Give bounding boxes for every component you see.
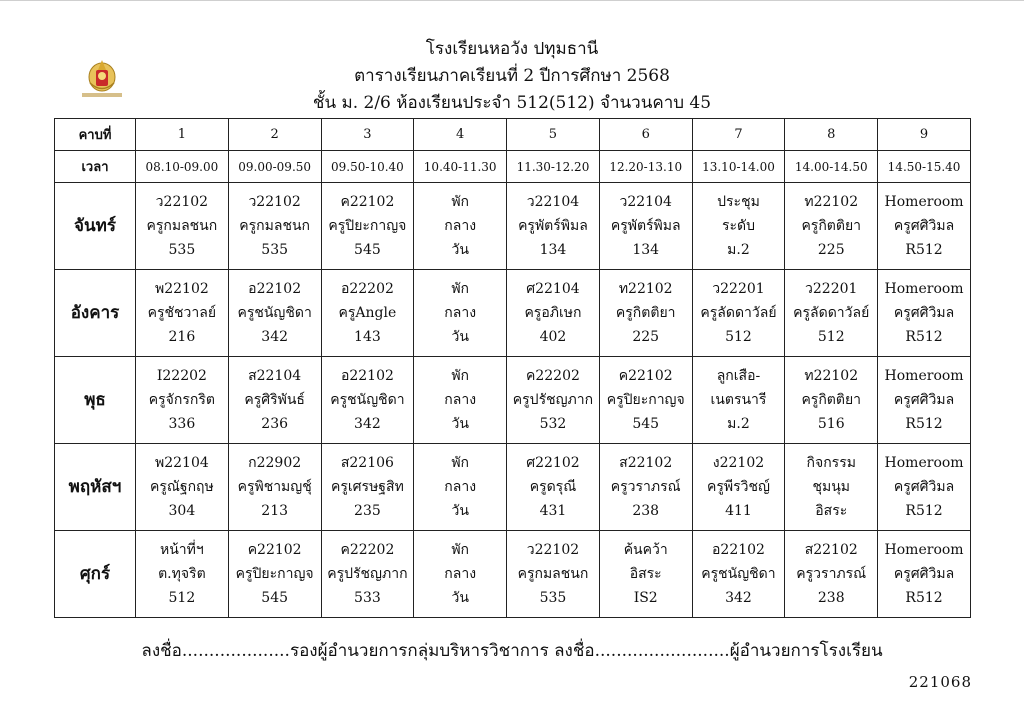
subject-code: อ22202 bbox=[340, 281, 394, 297]
teacher-name: ครูศิริพันธ์ bbox=[244, 392, 305, 408]
day-name: ศุกร์ bbox=[55, 531, 136, 618]
class-cell bbox=[878, 270, 971, 357]
subject-code: ท22102 bbox=[804, 368, 859, 384]
room-number: วัน bbox=[451, 416, 469, 432]
room-number: ม.2 bbox=[727, 416, 750, 432]
teacher-name: ครูAngle bbox=[338, 305, 397, 321]
period-time: 09.50-10.40 bbox=[321, 151, 414, 183]
class-cell bbox=[692, 357, 785, 444]
class-cell bbox=[136, 357, 229, 444]
teacher-name: ครูจักรกริต bbox=[148, 392, 215, 408]
class-cell bbox=[228, 531, 321, 618]
teacher-name: ครูกมลชนก bbox=[239, 218, 310, 234]
class-cell bbox=[414, 531, 507, 618]
subject-code: ส22102 bbox=[804, 542, 858, 558]
teacher-name: ครูศศิวิมล bbox=[893, 566, 955, 582]
period-number: 1 bbox=[136, 119, 229, 151]
subject-code: ค22102 bbox=[340, 194, 395, 210]
subject-code: ว22104 bbox=[526, 194, 580, 210]
subject-code: กิจกรรม bbox=[806, 455, 856, 471]
subject-code: พัก bbox=[451, 542, 470, 558]
timetable bbox=[54, 118, 971, 618]
period-number: 8 bbox=[785, 119, 878, 151]
day-row bbox=[55, 183, 971, 270]
period-number: 7 bbox=[692, 119, 785, 151]
class-cell bbox=[878, 357, 971, 444]
period-time: 10.40-11.30 bbox=[414, 151, 507, 183]
period-number: 4 bbox=[414, 119, 507, 151]
class-cell bbox=[321, 357, 414, 444]
teacher-name: ครูดรุณี bbox=[529, 479, 577, 495]
subject-code: ค22102 bbox=[618, 368, 673, 384]
room-number: 512 bbox=[725, 329, 752, 345]
room-number: 532 bbox=[539, 416, 567, 432]
class-cell bbox=[321, 183, 414, 270]
class-cell bbox=[599, 357, 692, 444]
class-cell bbox=[692, 270, 785, 357]
subject-code: ว22102 bbox=[155, 194, 209, 210]
room-number: 535 bbox=[261, 242, 289, 258]
period-label: คาบที่ bbox=[55, 119, 136, 151]
subject-code: พ22104 bbox=[155, 455, 209, 471]
room-number: 342 bbox=[354, 416, 381, 432]
class-cell bbox=[321, 531, 414, 618]
class-cell bbox=[228, 270, 321, 357]
room-number: 143 bbox=[354, 329, 381, 345]
teacher-name: กลาง bbox=[444, 566, 477, 582]
subject-code: Homeroom bbox=[884, 542, 964, 558]
day-name: จันทร์ bbox=[55, 183, 136, 270]
room-number: R512 bbox=[905, 242, 943, 258]
class-cell bbox=[414, 444, 507, 531]
subject-code: พัก bbox=[451, 455, 470, 471]
class-cell bbox=[414, 270, 507, 357]
room-number: วัน bbox=[451, 329, 469, 345]
teacher-name: กลาง bbox=[444, 305, 477, 321]
class-cell bbox=[321, 270, 414, 357]
class-cell bbox=[507, 531, 600, 618]
period-time: 14.50-15.40 bbox=[878, 151, 971, 183]
subject-code: ว22201 bbox=[805, 281, 858, 297]
room-number: 134 bbox=[632, 242, 660, 258]
room-number: 535 bbox=[168, 242, 196, 258]
class-cell bbox=[321, 444, 414, 531]
document-code: 221068 bbox=[908, 673, 972, 691]
teacher-name: เนตรนารี bbox=[710, 392, 767, 408]
teacher-name: ครูลัดดาวัลย์ bbox=[793, 305, 870, 321]
room-number: 342 bbox=[261, 329, 289, 345]
teacher-name: กลาง bbox=[444, 392, 477, 408]
class-cell bbox=[692, 444, 785, 531]
room-number: 535 bbox=[539, 590, 567, 606]
room-number: 225 bbox=[817, 242, 845, 258]
subject-code: ท22102 bbox=[618, 281, 673, 297]
room-number: อิสระ bbox=[815, 503, 848, 519]
class-cell bbox=[785, 444, 878, 531]
class-cell bbox=[878, 531, 971, 618]
period-time: 14.00-14.50 bbox=[785, 151, 878, 183]
day-name: อังคาร bbox=[55, 270, 136, 357]
subject-code: Homeroom bbox=[884, 455, 964, 471]
teacher-name: ครูลัดดาวัลย์ bbox=[700, 305, 777, 321]
room-number: 545 bbox=[261, 590, 289, 606]
class-cell bbox=[507, 357, 600, 444]
teacher-name: ครูกมลชนก bbox=[517, 566, 589, 582]
class-cell bbox=[785, 183, 878, 270]
class-cell bbox=[785, 270, 878, 357]
subject-code: ง22102 bbox=[712, 455, 765, 471]
teacher-name: ครูศศิวิมล bbox=[893, 218, 955, 234]
day-row bbox=[55, 270, 971, 357]
subject-code: หน้าที่ฯ bbox=[160, 542, 204, 558]
teacher-name: ครูณัฐกฤษ bbox=[149, 479, 214, 495]
room-number: 512 bbox=[168, 590, 196, 606]
room-number: ม.2 bbox=[727, 242, 750, 258]
class-cell bbox=[599, 531, 692, 618]
room-number: 512 bbox=[817, 329, 845, 345]
class-info: ชั้น ม. 2/6 ห้องเรียนประจำ 512(512) จำนวนคาบ 45 bbox=[312, 93, 712, 113]
room-number: R512 bbox=[905, 503, 943, 519]
period-number: 9 bbox=[878, 119, 971, 151]
teacher-name: ครูพิชามญชุ์ bbox=[237, 479, 312, 495]
class-cell bbox=[228, 183, 321, 270]
class-cell bbox=[599, 183, 692, 270]
teacher-name: ต.ทุจริต bbox=[158, 566, 206, 582]
class-cell bbox=[878, 183, 971, 270]
teacher-name: ครูชนัญชิดา bbox=[701, 566, 776, 582]
subject-code: ท22102 bbox=[804, 194, 859, 210]
room-number: 235 bbox=[354, 503, 381, 519]
subject-code: ว22201 bbox=[712, 281, 765, 297]
room-number: R512 bbox=[905, 416, 943, 432]
room-number: 236 bbox=[261, 416, 289, 432]
room-number: 216 bbox=[168, 329, 196, 345]
teacher-name: ครูกิตติยา bbox=[801, 392, 862, 408]
class-cell bbox=[692, 183, 785, 270]
room-number: 336 bbox=[168, 416, 196, 432]
teacher-name: อิสระ bbox=[629, 566, 662, 582]
day-row bbox=[55, 531, 971, 618]
room-number: 411 bbox=[725, 503, 752, 519]
class-cell bbox=[599, 444, 692, 531]
class-cell bbox=[228, 357, 321, 444]
teacher-name: ครูศศิวิมล bbox=[893, 392, 955, 408]
room-number: 533 bbox=[354, 590, 381, 606]
class-cell bbox=[507, 183, 600, 270]
period-number: 6 bbox=[599, 119, 692, 151]
subject-code: ค้นคว้า bbox=[623, 542, 668, 558]
room-number: 213 bbox=[261, 503, 289, 519]
day-row bbox=[55, 357, 971, 444]
room-number: R512 bbox=[905, 329, 943, 345]
teacher-name: ครูพัตร์พิมล bbox=[610, 218, 681, 234]
subject-code: ศ22102 bbox=[526, 455, 580, 471]
class-cell bbox=[507, 270, 600, 357]
teacher-name: ครูชนัญชิดา bbox=[330, 392, 405, 408]
subject-code: ส22106 bbox=[340, 455, 394, 471]
teacher-name: ครูกิตติยา bbox=[801, 218, 862, 234]
day-name: พฤหัสฯ bbox=[55, 444, 136, 531]
subject-code: ประชุม bbox=[717, 194, 760, 210]
room-number: 134 bbox=[539, 242, 567, 258]
teacher-name: ครูวราภรณ์ bbox=[610, 479, 681, 495]
school-name: โรงเรียนหอวัง ปทุมธานี bbox=[425, 39, 599, 59]
subject-code: พัก bbox=[451, 281, 470, 297]
teacher-name: ครูชัชวาลย์ bbox=[147, 305, 217, 321]
subject-code: ก22902 bbox=[248, 455, 302, 471]
room-number: 402 bbox=[539, 329, 567, 345]
room-number: 238 bbox=[632, 503, 660, 519]
subject-code: ค22202 bbox=[340, 542, 395, 558]
subject-code: อ22102 bbox=[712, 542, 765, 558]
period-time: 09.00-09.50 bbox=[228, 151, 321, 183]
room-number: 545 bbox=[354, 242, 381, 258]
subject-code: พ22102 bbox=[155, 281, 209, 297]
subject-code: ว22104 bbox=[619, 194, 672, 210]
class-cell bbox=[878, 444, 971, 531]
teacher-name: กลาง bbox=[444, 218, 477, 234]
teacher-name: ครูปรัชญภาก bbox=[327, 566, 408, 582]
signature-line: ลงชื่อ....................รองผู้อำนวยการกลุ่มบริหารวิชาการ ลงชื่อ.........................ผู้อำนวยการโรงเรียน bbox=[141, 641, 883, 661]
period-number: 3 bbox=[321, 119, 414, 151]
day-name: พุธ bbox=[55, 357, 136, 444]
day-row bbox=[55, 444, 971, 531]
teacher-name: ครูพัตร์พิมล bbox=[518, 218, 588, 234]
subject-code: Homeroom bbox=[884, 368, 964, 384]
subject-code: ว22102 bbox=[526, 542, 580, 558]
teacher-name: ครูปิยะกาญจ bbox=[235, 566, 314, 582]
class-cell bbox=[414, 357, 507, 444]
teacher-name: กลาง bbox=[444, 479, 477, 495]
subject-code: Homeroom bbox=[884, 281, 964, 297]
room-number: 304 bbox=[168, 503, 196, 519]
teacher-name: ครูกิตติยา bbox=[615, 305, 676, 321]
class-cell bbox=[136, 270, 229, 357]
teacher-name: ระดับ bbox=[721, 218, 755, 234]
period-header-row bbox=[55, 119, 971, 151]
subject-code: ส22102 bbox=[619, 455, 673, 471]
room-number: วัน bbox=[451, 242, 469, 258]
room-number: 516 bbox=[817, 416, 845, 432]
room-number: IS2 bbox=[633, 590, 658, 606]
teacher-name: ครูกมลชนก bbox=[146, 218, 218, 234]
room-number: R512 bbox=[905, 590, 943, 606]
class-cell bbox=[507, 444, 600, 531]
subject-code: ค22202 bbox=[525, 368, 580, 384]
period-number: 5 bbox=[507, 119, 600, 151]
class-cell bbox=[136, 444, 229, 531]
class-cell bbox=[414, 183, 507, 270]
teacher-name: ชุมนุม bbox=[812, 479, 850, 495]
class-cell bbox=[599, 270, 692, 357]
period-time: 08.10-09.00 bbox=[136, 151, 229, 183]
subject-code: I22202 bbox=[156, 368, 207, 384]
room-number: 225 bbox=[632, 329, 660, 345]
class-cell bbox=[692, 531, 785, 618]
subject-code: อ22102 bbox=[248, 281, 302, 297]
teacher-name: ครูพีรวิชญ์ bbox=[707, 479, 770, 495]
room-number: 431 bbox=[539, 503, 567, 519]
subject-code: ลูกเสือ- bbox=[716, 368, 761, 384]
room-number: 238 bbox=[817, 590, 845, 606]
teacher-name: ครูศศิวิมล bbox=[893, 305, 955, 321]
teacher-name: ครูชนัญชิดา bbox=[237, 305, 312, 321]
class-cell bbox=[785, 357, 878, 444]
subject-code: ว22102 bbox=[248, 194, 301, 210]
teacher-name: ครูปรัชญภาก bbox=[512, 392, 594, 408]
teacher-name: ครูปิยะกาญจ bbox=[606, 392, 685, 408]
teacher-name: ครูวราภรณ์ bbox=[796, 566, 867, 582]
teacher-name: ครูปิยะกาญจ bbox=[328, 218, 407, 234]
class-cell bbox=[785, 531, 878, 618]
class-cell bbox=[136, 183, 229, 270]
period-time: 12.20-13.10 bbox=[599, 151, 692, 183]
time-label: เวลา bbox=[55, 151, 136, 183]
class-cell bbox=[136, 531, 229, 618]
subject-code: Homeroom bbox=[884, 194, 964, 210]
teacher-name: ครูอภิเษก bbox=[524, 305, 582, 321]
room-number: วัน bbox=[451, 590, 469, 606]
teacher-name: ครูเศรษฐสิท bbox=[331, 479, 404, 495]
room-number: 342 bbox=[725, 590, 752, 606]
time-header-row bbox=[55, 151, 971, 183]
subject-code: พัก bbox=[451, 194, 470, 210]
subject-code: ค22102 bbox=[247, 542, 302, 558]
subject-code: พัก bbox=[451, 368, 470, 384]
room-number: วัน bbox=[451, 503, 469, 519]
subject-code: อ22102 bbox=[340, 368, 394, 384]
top-border-line bbox=[0, 0, 1024, 1]
teacher-name: ครูศศิวิมล bbox=[893, 479, 955, 495]
term-title: ตารางเรียนภาคเรียนที่ 2 ปีการศึกษา 2568 bbox=[354, 66, 670, 86]
period-time: 13.10-14.00 bbox=[692, 151, 785, 183]
document-header bbox=[0, 36, 1024, 117]
period-time: 11.30-12.20 bbox=[507, 151, 600, 183]
subject-code: ศ22104 bbox=[526, 281, 580, 297]
period-number: 2 bbox=[228, 119, 321, 151]
subject-code: ส22104 bbox=[248, 368, 302, 384]
room-number: 545 bbox=[632, 416, 660, 432]
class-cell bbox=[228, 444, 321, 531]
